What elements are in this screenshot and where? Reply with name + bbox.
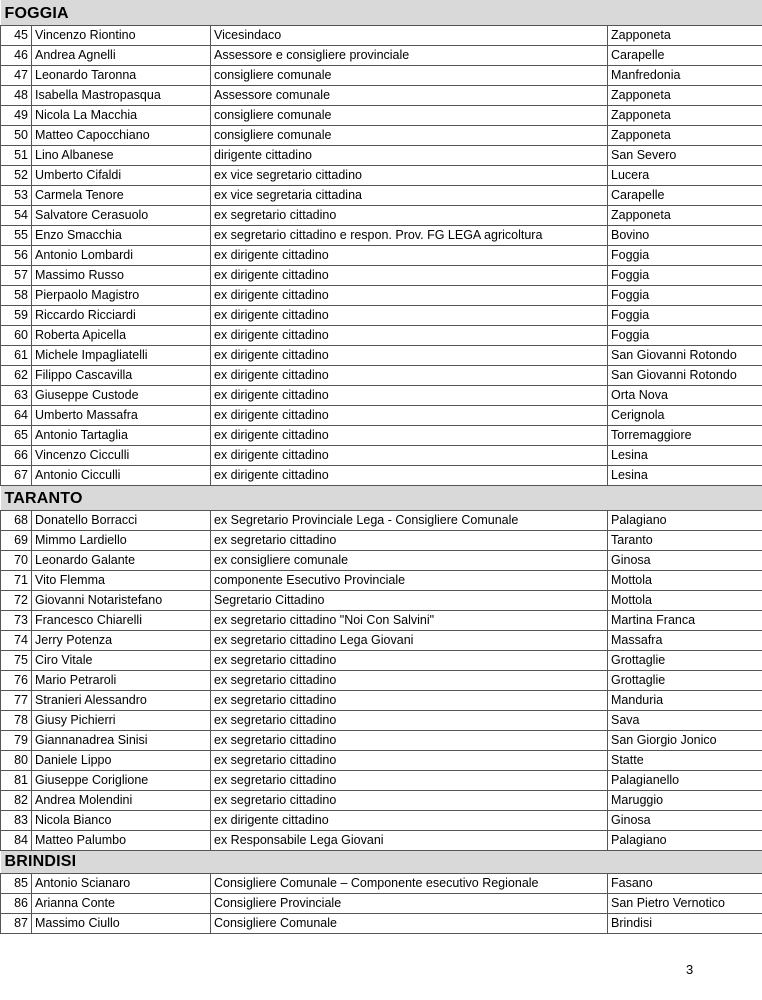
name-cell: Nicola La Macchia: [32, 106, 211, 126]
city-cell: Zapponeta: [608, 206, 762, 226]
city-cell: Martina Franca: [608, 611, 762, 631]
city-cell: Mottola: [608, 571, 762, 591]
city-cell: Zapponeta: [608, 106, 762, 126]
row-number-cell: 57: [1, 266, 32, 286]
role-cell: ex dirigente cittadino: [211, 266, 608, 286]
table-row: [1, 386, 762, 406]
city-cell: Foggia: [608, 246, 762, 266]
row-number-cell: 82: [1, 791, 32, 811]
city-cell: Massafra: [608, 631, 762, 651]
name-cell: Mimmo Lardiello: [32, 531, 211, 551]
name-cell: Filippo Cascavilla: [32, 366, 211, 386]
city-cell: San Giorgio Jonico: [608, 731, 762, 751]
city-cell: Ginosa: [608, 811, 762, 831]
city-cell: Orta Nova: [608, 386, 762, 406]
name-cell: Lino Albanese: [32, 146, 211, 166]
role-cell: consigliere comunale: [211, 66, 608, 86]
table-row: [1, 611, 762, 631]
row-number-cell: 59: [1, 306, 32, 326]
name-cell: Vincenzo Cicculli: [32, 446, 211, 466]
row-number-cell: 72: [1, 591, 32, 611]
name-cell: Vincenzo Riontino: [32, 26, 211, 46]
city-cell: Carapelle: [608, 46, 762, 66]
name-cell: Roberta Apicella: [32, 326, 211, 346]
role-cell: ex segretario cittadino: [211, 206, 608, 226]
row-number-cell: 71: [1, 571, 32, 591]
row-number-cell: 87: [1, 914, 32, 934]
name-cell: Leonardo Galante: [32, 551, 211, 571]
section-title: FOGGIA: [1, 1, 762, 26]
name-cell: Antonio Lombardi: [32, 246, 211, 266]
name-cell: Jerry Potenza: [32, 631, 211, 651]
table-row: [1, 246, 762, 266]
row-number-cell: 83: [1, 811, 32, 831]
row-number-cell: 86: [1, 894, 32, 914]
name-cell: Riccardo Ricciardi: [32, 306, 211, 326]
role-cell: ex segretario cittadino: [211, 671, 608, 691]
row-number-cell: 64: [1, 406, 32, 426]
row-number-cell: 84: [1, 831, 32, 851]
section-header-brindisi: [1, 851, 762, 874]
role-cell: ex vice segretaria cittadina: [211, 186, 608, 206]
city-cell: Foggia: [608, 326, 762, 346]
table-row: [1, 86, 762, 106]
role-cell: ex dirigente cittadino: [211, 366, 608, 386]
row-number-cell: 68: [1, 511, 32, 531]
role-cell: ex segretario cittadino: [211, 751, 608, 771]
row-number-cell: 50: [1, 126, 32, 146]
role-cell: consigliere comunale: [211, 106, 608, 126]
row-number-cell: 69: [1, 531, 32, 551]
name-cell: Andrea Molendini: [32, 791, 211, 811]
table-row: [1, 226, 762, 246]
city-cell: Lesina: [608, 466, 762, 486]
name-cell: Antonio Tartaglia: [32, 426, 211, 446]
city-cell: Zapponeta: [608, 126, 762, 146]
row-number-cell: 58: [1, 286, 32, 306]
city-cell: Grottaglie: [608, 651, 762, 671]
row-number-cell: 78: [1, 711, 32, 731]
role-cell: ex Responsabile Lega Giovani: [211, 831, 608, 851]
table-row: [1, 531, 762, 551]
city-cell: Maruggio: [608, 791, 762, 811]
row-number-cell: 54: [1, 206, 32, 226]
table-row: [1, 466, 762, 486]
row-number-cell: 70: [1, 551, 32, 571]
role-cell: ex Segretario Provinciale Lega - Consigliere Comunale: [211, 511, 608, 531]
row-number-cell: 79: [1, 731, 32, 751]
role-cell: ex dirigente cittadino: [211, 406, 608, 426]
table-row: [1, 571, 762, 591]
role-cell: ex segretario cittadino: [211, 691, 608, 711]
name-cell: Matteo Capocchiano: [32, 126, 211, 146]
city-cell: Carapelle: [608, 186, 762, 206]
table-row: [1, 631, 762, 651]
table-row: [1, 591, 762, 611]
table-row: [1, 366, 762, 386]
role-cell: Consigliere Comunale: [211, 914, 608, 934]
row-number-cell: 76: [1, 671, 32, 691]
table-row: [1, 791, 762, 811]
name-cell: Matteo Palumbo: [32, 831, 211, 851]
role-cell: Vicesindaco: [211, 26, 608, 46]
table-row: [1, 426, 762, 446]
role-cell: ex segretario cittadino: [211, 711, 608, 731]
row-number-cell: 56: [1, 246, 32, 266]
city-cell: Torremaggiore: [608, 426, 762, 446]
row-number-cell: 67: [1, 466, 32, 486]
role-cell: ex segretario cittadino: [211, 531, 608, 551]
table-row: [1, 166, 762, 186]
row-number-cell: 46: [1, 46, 32, 66]
row-number-cell: 53: [1, 186, 32, 206]
city-cell: Manfredonia: [608, 66, 762, 86]
row-number-cell: 55: [1, 226, 32, 246]
row-number-cell: 45: [1, 26, 32, 46]
table-row: [1, 811, 762, 831]
role-cell: Assessore comunale: [211, 86, 608, 106]
city-cell: San Severo: [608, 146, 762, 166]
city-cell: Bovino: [608, 226, 762, 246]
name-cell: Ciro Vitale: [32, 651, 211, 671]
table-row: [1, 894, 762, 914]
table-row: [1, 326, 762, 346]
name-cell: Massimo Ciullo: [32, 914, 211, 934]
city-cell: San Giovanni Rotondo: [608, 366, 762, 386]
city-cell: Palagiano: [608, 511, 762, 531]
city-cell: Fasano: [608, 874, 762, 894]
table-row: [1, 286, 762, 306]
section-header-taranto: [1, 486, 762, 511]
table-row: [1, 186, 762, 206]
table-row: [1, 831, 762, 851]
name-cell: Enzo Smacchia: [32, 226, 211, 246]
table-row: [1, 551, 762, 571]
role-cell: ex segretario cittadino: [211, 651, 608, 671]
table-row: [1, 751, 762, 771]
city-cell: Ginosa: [608, 551, 762, 571]
table-row: [1, 106, 762, 126]
table-row: [1, 446, 762, 466]
table-row: [1, 874, 762, 894]
row-number-cell: 66: [1, 446, 32, 466]
row-number-cell: 85: [1, 874, 32, 894]
name-cell: Carmela Tenore: [32, 186, 211, 206]
role-cell: ex dirigente cittadino: [211, 386, 608, 406]
role-cell: ex dirigente cittadino: [211, 246, 608, 266]
city-cell: Palagianello: [608, 771, 762, 791]
city-cell: Manduria: [608, 691, 762, 711]
name-cell: Umberto Cifaldi: [32, 166, 211, 186]
row-number-cell: 48: [1, 86, 32, 106]
city-cell: Taranto: [608, 531, 762, 551]
role-cell: ex dirigente cittadino: [211, 811, 608, 831]
table-row: [1, 346, 762, 366]
role-cell: ex segretario cittadino: [211, 771, 608, 791]
role-cell: componente Esecutivo Provinciale: [211, 571, 608, 591]
table-row: [1, 406, 762, 426]
city-cell: San Giovanni Rotondo: [608, 346, 762, 366]
name-cell: Giovanni Notaristefano: [32, 591, 211, 611]
name-cell: Antonio Cicculli: [32, 466, 211, 486]
role-cell: dirigente cittadino: [211, 146, 608, 166]
city-cell: Foggia: [608, 306, 762, 326]
role-cell: ex dirigente cittadino: [211, 446, 608, 466]
row-number-cell: 81: [1, 771, 32, 791]
city-cell: Foggia: [608, 286, 762, 306]
role-cell: ex segretario cittadino "Noi Con Salvini": [211, 611, 608, 631]
role-cell: ex consigliere comunale: [211, 551, 608, 571]
table-row: [1, 306, 762, 326]
name-cell: Isabella Mastropasqua: [32, 86, 211, 106]
city-cell: Cerignola: [608, 406, 762, 426]
table-row: [1, 691, 762, 711]
row-number-cell: 52: [1, 166, 32, 186]
city-cell: Zapponeta: [608, 26, 762, 46]
section-title: BRINDISI: [1, 851, 762, 874]
name-cell: Vito Flemma: [32, 571, 211, 591]
table-row: [1, 651, 762, 671]
name-cell: Antonio Scianaro: [32, 874, 211, 894]
row-number-cell: 80: [1, 751, 32, 771]
role-cell: consigliere comunale: [211, 126, 608, 146]
members-table-body: [1, 1, 762, 934]
city-cell: Sava: [608, 711, 762, 731]
name-cell: Mario Petraroli: [32, 671, 211, 691]
table-row: [1, 66, 762, 86]
row-number-cell: 65: [1, 426, 32, 446]
table-row: [1, 46, 762, 66]
city-cell: Mottola: [608, 591, 762, 611]
city-cell: Statte: [608, 751, 762, 771]
role-cell: ex dirigente cittadino: [211, 346, 608, 366]
row-number-cell: 61: [1, 346, 32, 366]
name-cell: Nicola Bianco: [32, 811, 211, 831]
role-cell: ex dirigente cittadino: [211, 466, 608, 486]
city-cell: Zapponeta: [608, 86, 762, 106]
table-row: [1, 731, 762, 751]
city-cell: Grottaglie: [608, 671, 762, 691]
name-cell: Francesco Chiarelli: [32, 611, 211, 631]
name-cell: Leonardo Taronna: [32, 66, 211, 86]
table-row: [1, 146, 762, 166]
role-cell: ex segretario cittadino: [211, 731, 608, 751]
city-cell: Foggia: [608, 266, 762, 286]
section-header-foggia: [1, 1, 762, 26]
table-row: [1, 671, 762, 691]
name-cell: Umberto Massafra: [32, 406, 211, 426]
name-cell: Andrea Agnelli: [32, 46, 211, 66]
name-cell: Salvatore Cerasuolo: [32, 206, 211, 226]
row-number-cell: 75: [1, 651, 32, 671]
city-cell: Palagiano: [608, 831, 762, 851]
row-number-cell: 47: [1, 66, 32, 86]
row-number-cell: 49: [1, 106, 32, 126]
role-cell: Assessore e consigliere provinciale: [211, 46, 608, 66]
role-cell: ex dirigente cittadino: [211, 426, 608, 446]
role-cell: ex segretario cittadino e respon. Prov. FG LEGA agricoltura: [211, 226, 608, 246]
role-cell: ex dirigente cittadino: [211, 326, 608, 346]
table-row: [1, 206, 762, 226]
name-cell: Giusy Pichierri: [32, 711, 211, 731]
role-cell: ex vice segretario cittadino: [211, 166, 608, 186]
name-cell: Giuseppe Coriglione: [32, 771, 211, 791]
table-row: [1, 771, 762, 791]
table-row: [1, 26, 762, 46]
table-row: [1, 914, 762, 934]
row-number-cell: 77: [1, 691, 32, 711]
city-cell: Lucera: [608, 166, 762, 186]
city-cell: Brindisi: [608, 914, 762, 934]
role-cell: ex segretario cittadino: [211, 791, 608, 811]
name-cell: Giannanadrea Sinisi: [32, 731, 211, 751]
table-row: [1, 126, 762, 146]
name-cell: Massimo Russo: [32, 266, 211, 286]
name-cell: Stranieri Alessandro: [32, 691, 211, 711]
role-cell: ex segretario cittadino Lega Giovani: [211, 631, 608, 651]
table-row: [1, 511, 762, 531]
row-number-cell: 74: [1, 631, 32, 651]
row-number-cell: 63: [1, 386, 32, 406]
role-cell: Consigliere Provinciale: [211, 894, 608, 914]
row-number-cell: 60: [1, 326, 32, 346]
role-cell: Consigliere Comunale – Componente esecutivo Regionale: [211, 874, 608, 894]
role-cell: ex dirigente cittadino: [211, 286, 608, 306]
name-cell: Arianna Conte: [32, 894, 211, 914]
row-number-cell: 73: [1, 611, 32, 631]
role-cell: ex dirigente cittadino: [211, 306, 608, 326]
name-cell: Daniele Lippo: [32, 751, 211, 771]
row-number-cell: 62: [1, 366, 32, 386]
name-cell: Michele Impagliatelli: [32, 346, 211, 366]
table-row: [1, 711, 762, 731]
city-cell: San Pietro Vernotico: [608, 894, 762, 914]
section-title: TARANTO: [1, 486, 762, 511]
role-cell: Segretario Cittadino: [211, 591, 608, 611]
city-cell: Lesina: [608, 446, 762, 466]
name-cell: Donatello Borracci: [32, 511, 211, 531]
name-cell: Pierpaolo Magistro: [32, 286, 211, 306]
table-row: [1, 266, 762, 286]
name-cell: Giuseppe Custode: [32, 386, 211, 406]
page-number: 3: [686, 962, 694, 977]
row-number-cell: 51: [1, 146, 32, 166]
